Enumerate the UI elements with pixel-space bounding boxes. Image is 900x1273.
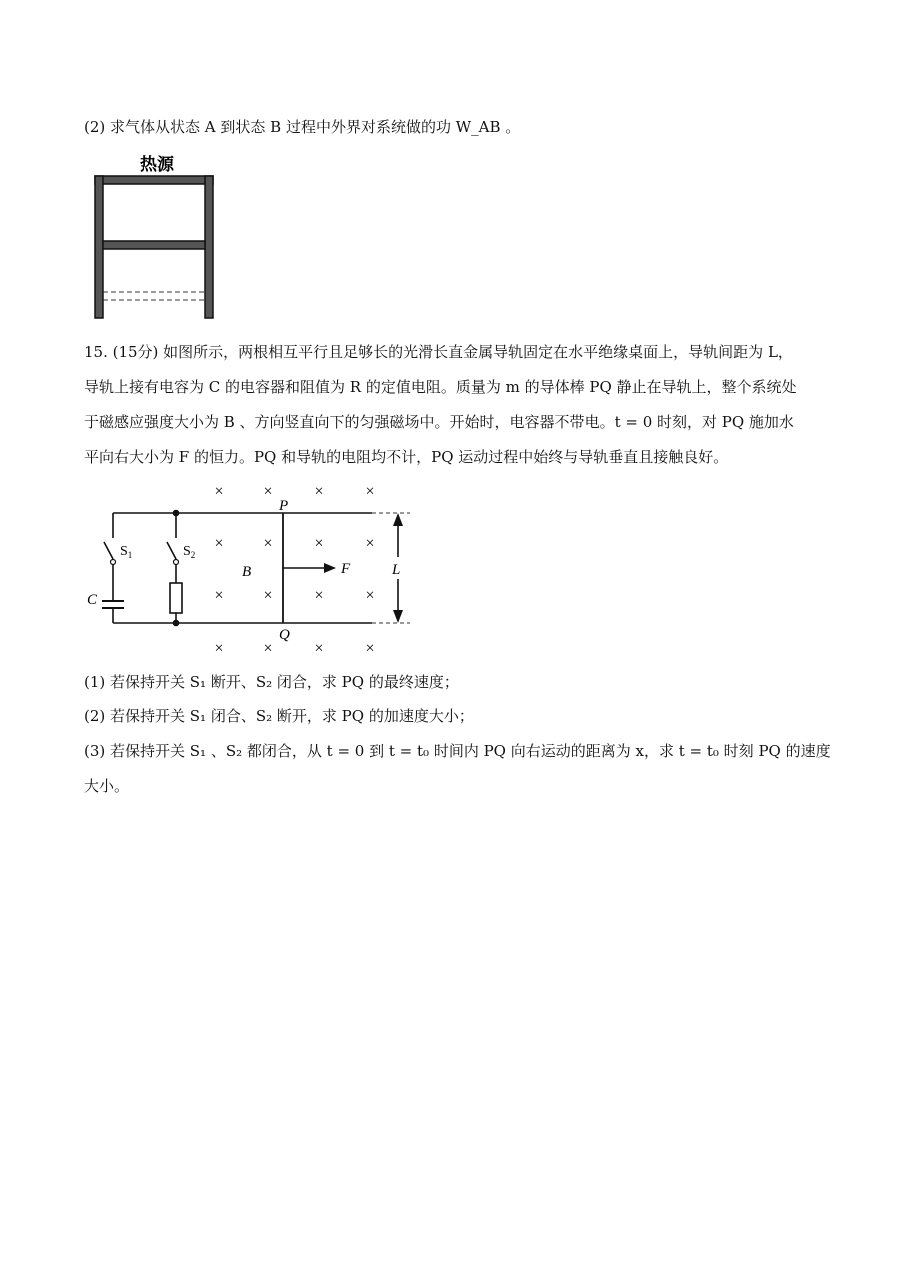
container-top-wall — [95, 176, 213, 184]
label-l: L — [392, 562, 401, 578]
label-b: B — [242, 564, 252, 580]
resistor — [170, 583, 182, 613]
q15-line-2: 导轨上接有电容为 C 的电容器和阻值为 R 的定值电阻。质量为 m 的导体棒 PQ 静止在导轨上，整个系统处 — [84, 378, 797, 396]
heat-source-figure — [90, 150, 220, 322]
switch-s1 — [104, 542, 113, 559]
field-cross: × — [314, 640, 324, 657]
field-cross: × — [365, 587, 375, 604]
field-cross: × — [263, 640, 273, 657]
label-s2: $S_2$ — [183, 544, 196, 560]
field-cross: × — [314, 535, 324, 552]
field-cross: × — [263, 535, 273, 552]
label-c: C — [87, 592, 98, 608]
label-f: F — [341, 561, 351, 577]
q15-sub1: (1) 若保持开关 S₁ 断开、S₂ 闭合，求 PQ 的最终速度； — [84, 673, 459, 691]
heat-source-label: 热源 — [140, 155, 174, 174]
field-cross: × — [263, 587, 273, 604]
field-cross: × — [314, 587, 324, 604]
field-cross: × — [214, 535, 224, 552]
label-q: Q — [279, 627, 290, 643]
field-cross: × — [214, 587, 224, 604]
switch-s2-contact — [174, 560, 179, 565]
field-cross: × — [263, 483, 273, 500]
switch-s2 — [167, 542, 176, 559]
l-arrowhead-top — [393, 513, 403, 526]
field-cross: × — [314, 483, 324, 500]
circuit-figure — [80, 478, 420, 660]
field-cross: × — [214, 640, 224, 657]
switch-s1-contact — [111, 560, 116, 565]
container-right-wall — [205, 176, 213, 318]
label-s1: $S_1$ — [120, 544, 133, 560]
field-cross: × — [365, 640, 375, 657]
field-cross: × — [365, 483, 375, 500]
q15-line-4: 平向右大小为 F 的恒力。PQ 和导轨的电阻均不计，PQ 运动过程中始终与导轨垂直且接触良好。 — [84, 448, 729, 466]
field-cross: × — [214, 483, 224, 500]
l-arrowhead-bottom — [393, 610, 403, 623]
container-left-wall — [95, 176, 103, 318]
field-cross: × — [365, 535, 375, 552]
force-arrowhead — [324, 563, 336, 573]
q15-sub2: (2) 若保持开关 S₁ 闭合、S₂ 断开，求 PQ 的加速度大小； — [84, 707, 474, 725]
q15-line-3: 于磁感应强度大小为 B 、方向竖直向下的匀强磁场中。开始时，电容器不带电。t = 0 时刻，对 PQ 施加水 — [84, 413, 794, 431]
q15-sub3-line2: 大小。 — [84, 777, 130, 795]
q15-sub3-line1: (3) 若保持开关 S₁ 、S₂ 都闭合，从 t = 0 到 t = t₀ 时间内 PQ 向右运动的距离为 x，求 t = t₀ 时刻 PQ 的速度 — [84, 742, 831, 760]
q14-part2-text: (2) 求气体从状态 A 到状态 B 过程中外界对系统做的功 W_AB 。 — [84, 118, 521, 136]
q15-line-1: 15. (15分) 如图所示，两根相互平行且足够长的光滑长直金属导轨固定在水平绝缘桌面上，导轨间距为 L， — [84, 343, 793, 361]
label-p: P — [279, 498, 289, 514]
piston — [103, 241, 205, 249]
